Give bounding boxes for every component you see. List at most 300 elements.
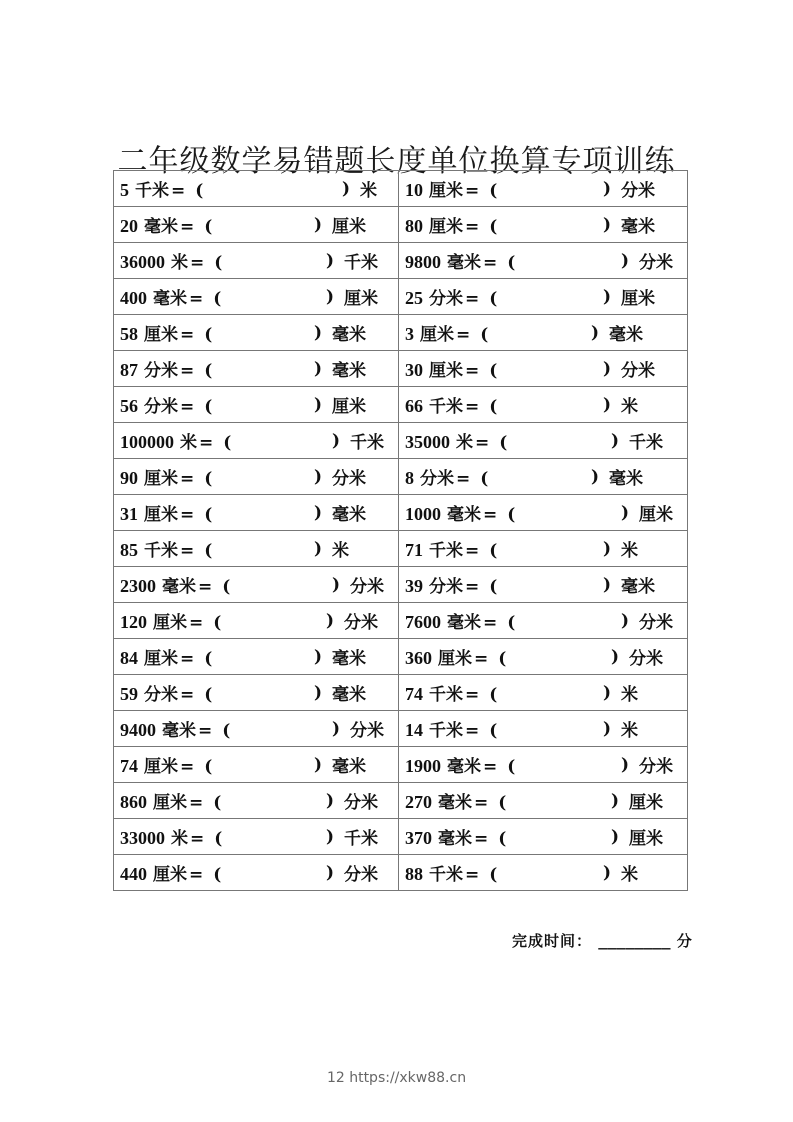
table-row	[114, 567, 688, 603]
target-unit: 厘米	[621, 289, 656, 309]
target-unit: 千米	[629, 433, 664, 453]
close-paren: )	[326, 610, 335, 631]
question-cell	[114, 423, 399, 459]
open-paren: (	[204, 757, 213, 777]
question-cell	[399, 639, 688, 675]
close-paren: )	[314, 682, 323, 703]
close-paren: )	[332, 718, 341, 739]
question-number: 400	[120, 288, 147, 308]
source-unit: 米	[171, 253, 188, 273]
question-number: 440	[120, 864, 147, 884]
question-cell	[114, 567, 399, 603]
question-cell	[399, 351, 688, 387]
close-paren: )	[591, 466, 600, 487]
source-unit: 厘米	[144, 757, 178, 777]
source-unit: 毫米	[144, 217, 178, 237]
open-paren: (	[204, 685, 213, 705]
equals-sign: =	[180, 541, 195, 561]
source-unit: 厘米	[144, 649, 178, 669]
equals-sign: =	[465, 397, 480, 417]
table-row	[114, 603, 688, 639]
answer-blank-end	[314, 387, 366, 422]
source-unit: 千米	[144, 541, 178, 561]
answer-blank-end	[314, 531, 349, 566]
source-unit: 千米	[429, 541, 463, 561]
equals-sign: =	[465, 541, 480, 561]
close-paren: )	[611, 790, 620, 811]
question-number: 31	[120, 504, 138, 524]
equals-sign: =	[474, 829, 489, 849]
open-paren: (	[507, 613, 516, 633]
open-paren: (	[489, 577, 498, 597]
target-unit: 米	[360, 181, 378, 201]
target-unit: 分米	[621, 181, 656, 201]
open-paren: (	[499, 433, 508, 453]
target-unit: 厘米	[629, 793, 664, 813]
table-row	[114, 459, 688, 495]
target-unit: 毫米	[332, 505, 367, 525]
equals-sign: =	[465, 361, 480, 381]
answer-blank-end	[603, 675, 638, 710]
close-paren: )	[314, 214, 323, 235]
source-unit: 厘米	[153, 613, 187, 633]
open-paren: (	[498, 829, 507, 849]
open-paren: (	[507, 505, 516, 525]
close-paren: )	[326, 790, 335, 811]
open-paren: (	[489, 397, 498, 417]
target-unit: 米	[621, 685, 639, 705]
close-paren: )	[314, 394, 323, 415]
target-unit: 米	[621, 721, 639, 741]
equals-sign: =	[465, 721, 480, 741]
question-number: 74	[405, 684, 423, 704]
source-unit: 厘米	[144, 469, 178, 489]
close-paren: )	[621, 754, 630, 775]
source-unit: 毫米	[447, 757, 481, 777]
question-number: 100000	[120, 432, 174, 452]
target-unit: 分米	[344, 865, 379, 885]
close-paren: )	[603, 286, 612, 307]
equals-sign: =	[465, 865, 480, 885]
source-unit: 厘米	[429, 217, 463, 237]
question-cell	[114, 711, 399, 747]
close-paren: )	[314, 754, 323, 775]
source-unit: 毫米	[162, 721, 196, 741]
answer-blank-end	[314, 459, 366, 494]
question-cell	[399, 207, 688, 243]
target-unit: 千米	[350, 433, 385, 453]
open-paren: (	[213, 289, 222, 309]
source-unit: 厘米	[153, 865, 187, 885]
answer-blank-end	[603, 567, 655, 602]
answer-blank-end	[342, 171, 377, 206]
question-number: 87	[120, 360, 138, 380]
open-paren: (	[214, 829, 223, 849]
target-unit: 厘米	[629, 829, 664, 849]
equals-sign: =	[483, 757, 498, 777]
answer-blank-end	[603, 855, 638, 890]
question-number: 7600	[405, 612, 441, 632]
answer-blank-end	[314, 351, 366, 386]
close-paren: )	[603, 178, 612, 199]
close-paren: )	[603, 214, 612, 235]
equals-sign: =	[465, 685, 480, 705]
answer-blank-end	[611, 819, 663, 854]
source-unit: 千米	[135, 181, 169, 201]
equals-sign: =	[465, 217, 480, 237]
open-paren: (	[204, 361, 213, 381]
open-paren: (	[213, 613, 222, 633]
target-unit: 千米	[344, 253, 379, 273]
question-number: 30	[405, 360, 423, 380]
target-unit: 毫米	[621, 577, 656, 597]
equals-sign: =	[474, 793, 489, 813]
question-number: 9800	[405, 252, 441, 272]
close-paren: )	[591, 322, 600, 343]
equals-sign: =	[198, 721, 213, 741]
question-number: 39	[405, 576, 423, 596]
source-unit: 厘米	[420, 325, 454, 345]
close-paren: )	[603, 394, 612, 415]
target-unit: 毫米	[332, 361, 367, 381]
source-unit: 米	[456, 433, 473, 453]
answer-blank-end	[603, 207, 655, 242]
target-unit: 分米	[639, 757, 674, 777]
question-cell	[114, 243, 399, 279]
question-cell	[114, 495, 399, 531]
equals-sign: =	[465, 181, 480, 201]
question-cell	[114, 747, 399, 783]
open-paren: (	[222, 577, 231, 597]
answer-blank-end	[621, 603, 673, 638]
equals-sign: =	[189, 793, 204, 813]
open-paren: (	[480, 469, 489, 489]
close-paren: )	[326, 862, 335, 883]
page-title: 二年级数学易错题长度单位换算专项训练	[117, 144, 676, 180]
question-number: 58	[120, 324, 138, 344]
target-unit: 分米	[344, 793, 379, 813]
question-cell	[114, 819, 399, 855]
equals-sign: =	[456, 325, 471, 345]
open-paren: (	[204, 469, 213, 489]
target-unit: 毫米	[332, 325, 367, 345]
open-paren: (	[498, 649, 507, 669]
open-paren: (	[489, 181, 498, 201]
open-paren: (	[204, 325, 213, 345]
question-number: 25	[405, 288, 423, 308]
question-number: 8	[405, 468, 414, 488]
close-paren: )	[611, 826, 620, 847]
target-unit: 分米	[350, 721, 385, 741]
target-unit: 分米	[639, 613, 674, 633]
close-paren: )	[314, 322, 323, 343]
target-unit: 千米	[344, 829, 379, 849]
open-paren: (	[489, 865, 498, 885]
question-number: 33000	[120, 828, 165, 848]
question-cell	[114, 351, 399, 387]
open-paren: (	[489, 685, 498, 705]
question-cell	[114, 207, 399, 243]
close-paren: )	[314, 646, 323, 667]
completion-time-unit: 分	[676, 932, 693, 950]
close-paren: )	[314, 358, 323, 379]
close-paren: )	[603, 358, 612, 379]
target-unit: 分米	[621, 361, 656, 381]
question-cell	[114, 459, 399, 495]
answer-blank-end	[621, 495, 673, 530]
answer-blank-end	[603, 387, 638, 422]
source-unit: 毫米	[162, 577, 196, 597]
question-number: 860	[120, 792, 147, 812]
source-unit: 毫米	[438, 829, 472, 849]
question-number: 9400	[120, 720, 156, 740]
question-cell	[114, 639, 399, 675]
close-paren: )	[603, 538, 612, 559]
open-paren: (	[507, 757, 516, 777]
question-number: 71	[405, 540, 423, 560]
open-paren: (	[480, 325, 489, 345]
question-number: 1900	[405, 756, 441, 776]
answer-blank-end	[621, 243, 673, 278]
open-paren: (	[204, 541, 213, 561]
table-row	[114, 747, 688, 783]
answer-blank-end	[621, 747, 673, 782]
equals-sign: =	[190, 829, 205, 849]
question-number: 84	[120, 648, 138, 668]
target-unit: 厘米	[639, 505, 674, 525]
answer-blank-end	[603, 171, 655, 206]
answer-blank-end	[314, 639, 366, 674]
open-paren: (	[204, 505, 213, 525]
target-unit: 米	[621, 865, 639, 885]
question-cell	[399, 747, 688, 783]
equals-sign: =	[189, 613, 204, 633]
target-unit: 毫米	[332, 685, 367, 705]
table-row	[114, 495, 688, 531]
source-unit: 厘米	[438, 649, 472, 669]
question-number: 270	[405, 792, 432, 812]
target-unit: 毫米	[332, 649, 367, 669]
equals-sign: =	[199, 433, 214, 453]
table-row	[114, 783, 688, 819]
table-row	[114, 387, 688, 423]
question-cell	[399, 387, 688, 423]
equals-sign: =	[180, 397, 195, 417]
question-cell	[114, 675, 399, 711]
question-cell	[399, 711, 688, 747]
equals-sign: =	[171, 181, 186, 201]
question-number: 66	[405, 396, 423, 416]
target-unit: 毫米	[609, 469, 644, 489]
target-unit: 分米	[332, 469, 367, 489]
source-unit: 米	[180, 433, 197, 453]
question-cell	[399, 171, 688, 207]
table-row	[114, 207, 688, 243]
source-unit: 厘米	[153, 793, 187, 813]
open-paren: (	[489, 217, 498, 237]
open-paren: (	[489, 289, 498, 309]
source-unit: 分米	[144, 397, 178, 417]
source-unit: 千米	[429, 721, 463, 741]
equals-sign: =	[475, 433, 490, 453]
source-unit: 分米	[144, 361, 178, 381]
completion-time-blank[interactable]: ________	[598, 932, 671, 950]
question-number: 14	[405, 720, 423, 740]
equals-sign: =	[180, 325, 195, 345]
source-unit: 分米	[429, 577, 463, 597]
close-paren: )	[326, 250, 335, 271]
question-cell	[399, 243, 688, 279]
target-unit: 毫米	[609, 325, 644, 345]
question-number: 74	[120, 756, 138, 776]
answer-blank-end	[314, 675, 366, 710]
equals-sign: =	[456, 469, 471, 489]
equals-sign: =	[483, 253, 498, 273]
question-number: 120	[120, 612, 147, 632]
answer-blank-end	[332, 567, 384, 602]
source-unit: 毫米	[438, 793, 472, 813]
equals-sign: =	[180, 757, 195, 777]
equals-sign: =	[180, 685, 195, 705]
close-paren: )	[314, 502, 323, 523]
question-number: 36000	[120, 252, 165, 272]
question-cell	[399, 567, 688, 603]
target-unit: 分米	[639, 253, 674, 273]
equals-sign: =	[180, 649, 195, 669]
question-number: 59	[120, 684, 138, 704]
open-paren: (	[223, 433, 232, 453]
answer-blank-end	[326, 603, 378, 638]
target-unit: 米	[332, 541, 350, 561]
close-paren: )	[326, 286, 335, 307]
answer-blank-end	[314, 315, 366, 350]
open-paren: (	[204, 649, 213, 669]
table-row	[114, 639, 688, 675]
question-cell	[399, 855, 688, 891]
target-unit: 毫米	[621, 217, 656, 237]
completion-time-label: 完成时间：	[512, 932, 593, 950]
target-unit: 分米	[350, 577, 385, 597]
close-paren: )	[314, 538, 323, 559]
table-row	[114, 423, 688, 459]
open-paren: (	[213, 793, 222, 813]
question-number: 1000	[405, 504, 441, 524]
open-paren: (	[195, 181, 204, 201]
open-paren: (	[204, 397, 213, 417]
table-row	[114, 711, 688, 747]
answer-blank-end	[603, 279, 655, 314]
question-cell	[114, 783, 399, 819]
question-number: 80	[405, 216, 423, 236]
close-paren: )	[611, 646, 620, 667]
answer-blank-end	[603, 351, 655, 386]
source-unit: 毫米	[153, 289, 187, 309]
open-paren: (	[489, 721, 498, 741]
open-paren: (	[507, 253, 516, 273]
equals-sign: =	[465, 289, 480, 309]
table-row	[114, 531, 688, 567]
conversion-table	[113, 170, 688, 891]
question-cell	[399, 279, 688, 315]
equals-sign: =	[180, 469, 195, 489]
close-paren: )	[621, 250, 630, 271]
equals-sign: =	[180, 361, 195, 381]
open-paren: (	[213, 865, 222, 885]
question-cell	[399, 603, 688, 639]
question-number: 35000	[405, 432, 450, 452]
target-unit: 厘米	[332, 397, 367, 417]
target-unit: 分米	[629, 649, 664, 669]
question-number: 20	[120, 216, 138, 236]
close-paren: )	[332, 430, 341, 451]
question-number: 90	[120, 468, 138, 488]
question-cell	[114, 603, 399, 639]
answer-blank-end	[332, 423, 384, 458]
answer-blank-end	[611, 423, 663, 458]
answer-blank-end	[603, 531, 638, 566]
question-cell	[114, 855, 399, 891]
source-unit: 毫米	[447, 505, 481, 525]
question-cell	[399, 531, 688, 567]
close-paren: )	[603, 862, 612, 883]
table-row	[114, 819, 688, 855]
source-unit: 千米	[429, 685, 463, 705]
close-paren: )	[326, 826, 335, 847]
close-paren: )	[332, 574, 341, 595]
question-cell	[114, 531, 399, 567]
question-number: 370	[405, 828, 432, 848]
target-unit: 分米	[344, 613, 379, 633]
answer-blank-end	[591, 459, 643, 494]
close-paren: )	[611, 430, 620, 451]
table-row	[114, 171, 688, 207]
open-paren: (	[498, 793, 507, 813]
answer-blank-end	[326, 243, 378, 278]
open-paren: (	[204, 217, 213, 237]
equals-sign: =	[198, 577, 213, 597]
question-cell	[114, 171, 399, 207]
equals-sign: =	[483, 505, 498, 525]
answer-blank-end	[314, 495, 366, 530]
question-cell	[399, 495, 688, 531]
question-number: 88	[405, 864, 423, 884]
open-paren: (	[489, 541, 498, 561]
question-cell	[399, 783, 688, 819]
table-row	[114, 243, 688, 279]
target-unit: 毫米	[332, 757, 367, 777]
target-unit: 厘米	[344, 289, 379, 309]
table-row	[114, 855, 688, 891]
close-paren: )	[603, 718, 612, 739]
answer-blank-end	[332, 711, 384, 746]
source-unit: 分米	[420, 469, 454, 489]
source-unit: 千米	[429, 397, 463, 417]
answer-blank-end	[611, 783, 663, 818]
question-cell	[114, 387, 399, 423]
close-paren: )	[603, 682, 612, 703]
table-row	[114, 279, 688, 315]
question-cell	[399, 315, 688, 351]
close-paren: )	[621, 610, 630, 631]
answer-blank-end	[603, 711, 638, 746]
answer-blank-end	[591, 315, 643, 350]
equals-sign: =	[189, 289, 204, 309]
table-row	[114, 315, 688, 351]
answer-blank-end	[326, 279, 378, 314]
equals-sign: =	[483, 613, 498, 633]
completion-time	[512, 930, 693, 951]
open-paren: (	[214, 253, 223, 273]
